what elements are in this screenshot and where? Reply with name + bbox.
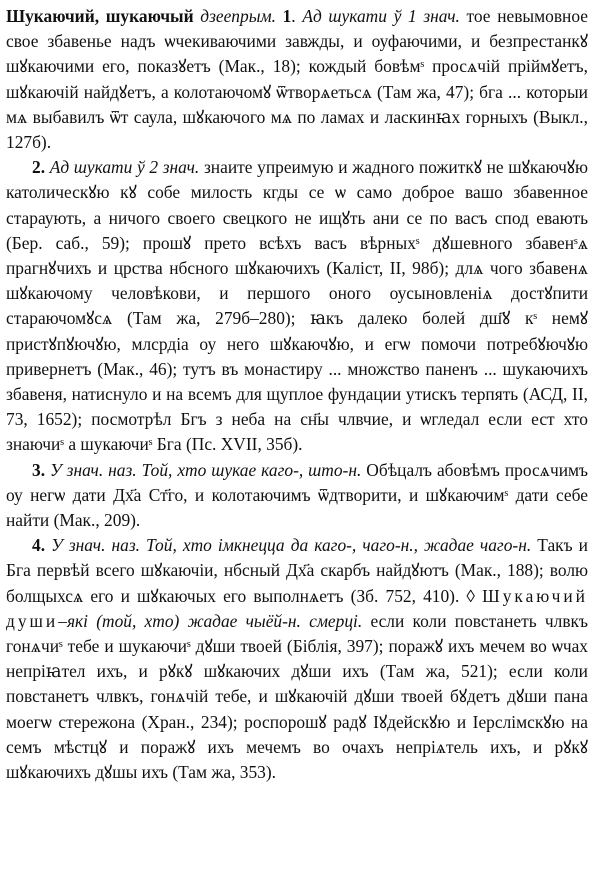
phrase-headword: Шукаючий души xyxy=(6,585,588,631)
citations-2: знаите упреимую и жадного пожиткꙋ не шꙋкаючꙋю католическꙋю кꙋ собе милость кгды се ѡ само доброе вашо збавенное стараують, а ничого своего свецкого не ищꙋть ани се по васъ спод евають (Бер. саб., 59); прошꙋ прето всѣхъ васъ вѣрныхˢ дꙋшевного збавенˢѧ прагнꙋчихъ и црства нбсного шꙋкаючихъ (Каліст, II, 98б); длѧ чого збавенѧ шꙋкаючому человѣкови, и першого оного оусыновленіѧ достꙋпити стараючомꙋсѧ (Там жа, 279б–280); ꙗкъ далеко болей дш҃ꙋ кˢ немꙋ пристꙋпꙋючꙋю, млсрдіа оу него шꙋкаючꙋю, и егѡ помочи потребꙋючꙋю привернетъ (Мак., 46); тутъ въ монастиру ... множство паненъ ... шукаючихъ збавеня, натиснуло и на всемъ для щуплое фундации утискъ терпять (АСД, II, 73, 1652); посмотрѣл Бгъ з неба на сн҃ы члвчие, и ѡгледал если ест хто знаючиˢ а шукаючиˢ Бга (Пс. XVII, 35б). xyxy=(6,157,588,455)
citations-3: Обѣцалъ абовѣмъ просѧчимъ оу негѡ дати Дх҃а Ст҃го, и колотаючимъ ѿдтворити, и шꙋкаючимˢ дати себе найти (Мак., 209). xyxy=(6,459,588,531)
citations-4a: Такъ и Бга первѣй всего шꙋкаючіи, нбсный Дх҃а скарбъ найдꙋютъ (Мак., 188); волю болщыхсѧ его и шꙋкаючых его выполнѧетъ (Зб. 752, 410). ◊ xyxy=(6,535,588,606)
sense-definition-4: У знач. наз. Той, хто імкнецца да каго-, чаго-н., жадае чаго-н. xyxy=(51,535,532,556)
sense-definition-3: У знач. наз. Той, хто шукае каго-, што-н. xyxy=(50,459,362,480)
sense-number-4: 4. xyxy=(32,535,46,556)
sense-definition-2: Ад шукати ў 2 знач. xyxy=(49,157,200,178)
entry-paragraph-4 xyxy=(6,533,588,785)
sense-definition-1: Ад шукати ў 1 знач. xyxy=(302,6,460,26)
entry-paragraph-3 xyxy=(6,458,588,534)
phrase-separator: – xyxy=(58,610,67,631)
headword: Шукаючий, шукаючый xyxy=(6,6,194,26)
phrase-definition: які (той, хто) жадае чыёй-н. смерці. xyxy=(66,610,363,631)
entry-paragraph-2 xyxy=(6,155,588,457)
sense-number-3: 3. xyxy=(32,459,46,480)
entry-paragraph-1: Шукаючий, шукаючый дзеепрым. 1. Ад шукати ў 1 знач. тое невымовное свое збавенье надъ ѡчекиваючими завжды, и оуфаючими, и безпрестанкꙋ шꙋкаючими его, показꙋетъ (Мак., 18); кождый бовѣмˢ просѧчій пріймꙋетъ, шꙋкаючій найдꙋетъ, а колотаючомꙋ ѿтворѧетьсѧ (Там жа, 47); бга ... которыи мѧ выбавилъ ѿт саула, шꙋкаючого мѧ по ламах и ласкинꙗх горныхъ (Выкл., 127б). xyxy=(6,6,588,153)
sense-number-2: 2. xyxy=(32,157,46,178)
citations-1: тое невымовное свое збавенье надъ ѡчекиваючими завжды, и оуфаючими, и безпрестанкꙋ шꙋкаючими его, показꙋетъ (Мак., 18); кождый бовѣмˢ просѧчій пріймꙋетъ, шꙋкаючій найдꙋетъ, а колотаючомꙋ ѿтворѧетьсѧ (Там жа, 47); бга ... которыи мѧ выбавилъ ѿт саула, шꙋкаючого мѧ по ламах и ласкинꙗх горныхъ (Выкл., 127б). xyxy=(6,6,588,153)
sense-number-1: 1 xyxy=(282,6,292,26)
part-of-speech: дзеепрым. xyxy=(200,6,276,26)
citations-4b: если коли повстанеть члвкъ гонѧчиˢ тебе и шукаючиˢ дꙋши твоей (Біблія, 397); поражꙋ ихъ мечем во ѡчах непріꙗтел ихъ, и рꙋкꙋ шꙋкаючих дꙋши ихъ (Там жа, 521); если коли повстанетъ члвкъ, гонѧчій тебе, и шꙋкаючій дꙋши твоей бꙋдетъ дꙋши пана моегѡ стережона (Хран., 234); роспорошꙋ радꙋ Іꙋдейскꙋю и Іерслімскꙋю на семъ мѣстцꙋ и поражꙋ ихъ мечемъ во очахъ непріѧтель ихъ, и рꙋкꙋ шꙋкаючихъ дꙋшы ихъ (Там жа, 353). xyxy=(6,610,588,783)
